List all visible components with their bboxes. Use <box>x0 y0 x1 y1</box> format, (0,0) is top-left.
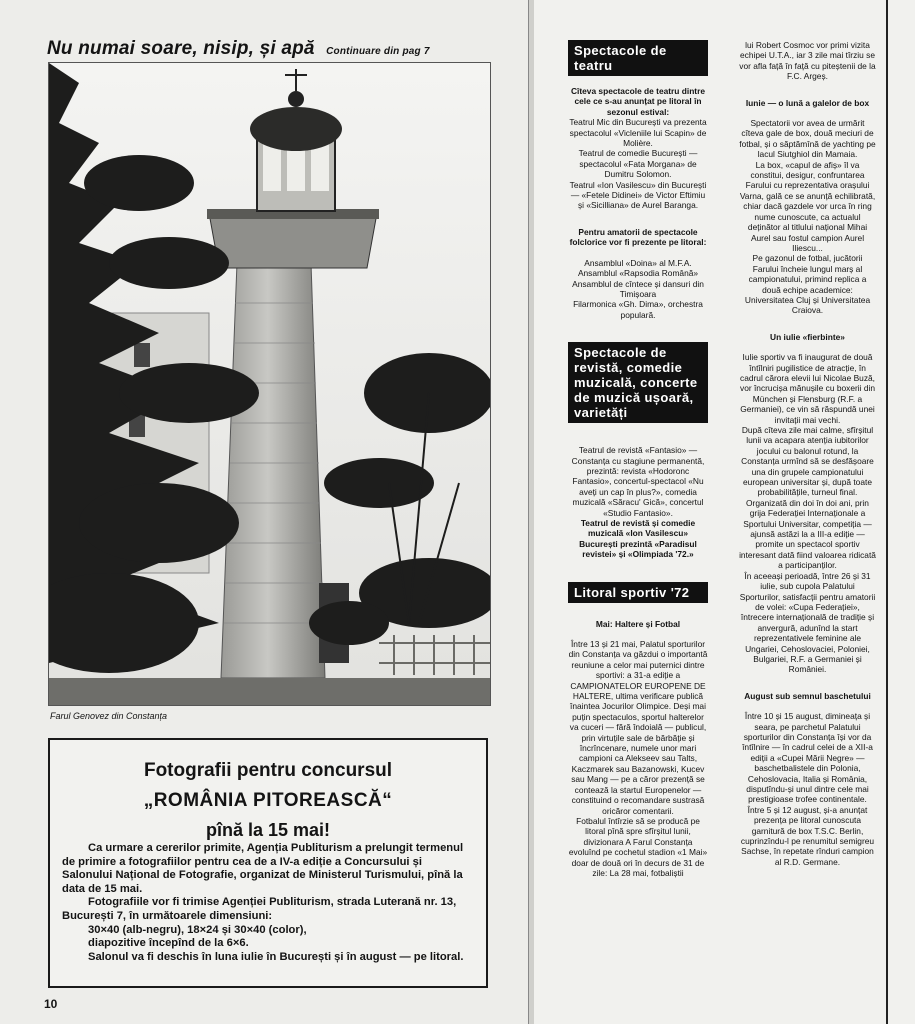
contest-paragraph: Fotografiile vor fi trimise Agenției Publiturism, strada Luterană nr. 13, București 7, în următoarele dimensiuni: <box>62 896 457 922</box>
section-heading-theatre: Spectacole de teatru <box>568 40 708 76</box>
june-paragraph: Spectatorii vor avea de urmărit cîteva gale de box, două meciuri de fotbal, și o săptămînă de yachting pe lacul Siutghiol din Mamaia. <box>739 118 876 160</box>
july-paragraph: După cîteva zile mai calme, sfîrșitul lunii va acapara atenția iubitorilor jocului cu balonul rotund, la Constanța urmînd să se desfășoare una din grupele campionatului european universitar și, după toate probabilitățile, turneul final. Organizată din doi în doi ani, prin grija Federației Internaționale a Sportului Universitar, competiția — ajunsă astăzi la a III-a ediție — promite un spectacol sportiv interesant dată fiind valoarea ridicată a participanților. <box>739 425 876 571</box>
column-b-paragraph: lui Robert Cosmoc vor primi vizita echipei U.T.A., iar 3 zile mai tîrziu se vor afla față în față cu piteștenii de la F.C. Argeș. <box>739 40 876 82</box>
contest-body <box>62 842 474 964</box>
august-paragraph: Între 5 și 12 august, și-a anunțat prezența pe litoral cunoscuta garnitură de box T.S.C. Berlin, cuprinzîndu-l pe renumitul semigreu Sachse, în repetate rînduri campion al R.D. Germane. <box>740 804 875 867</box>
contest-announcement-box <box>48 738 488 988</box>
theatre-intro: Cîteva spectacole de teatru dintre cele ce s-au anunțat pe litoral în sezonul estival: <box>570 86 706 117</box>
lighthouse-photo <box>48 62 491 706</box>
contest-title-line-2: „ROMÂNIA PITOREASCĂ“ <box>143 790 393 811</box>
contest-dimension: 30×40 (alb-negru), 18×24 și 30×40 (color), <box>88 923 307 936</box>
june-subheading: Iunie — o lună a galelor de box <box>745 97 870 108</box>
page-number: 10 <box>44 997 58 1011</box>
contest-title-line-1: Fotografii pentru concursul <box>143 760 393 781</box>
july-paragraph: Iulie sportiv va fi inaugurat de două întîlniri pugilistice de atracție, în cadrul cărora elevii lui Nicolae Buză, vor încrucișa mănușile cu boxerii din München și Flensburg (R.F. a Germaniei), ce vin să răspundă unei invitații mai vechi. <box>740 352 875 425</box>
revue-paragraph: Teatrul de revistă «Fantasio» — Constanța cu stagiune permanentă, prezintă: revista «Hodoronc Fantasio», concertul-spectacol «Nu aveți un cap în plus?», comedia muzicală «Săracu' Gică», concertul «Studio Fantasio». <box>571 445 705 518</box>
section-heading-sport: Litoral sportiv '72 <box>568 582 708 603</box>
column-b <box>739 40 876 867</box>
june-paragraph: La box, «capul de afiș» îl va constitui, desigur, confruntarea Farului cu reprezentativa orașului Varna, gală ce se anunță echilibrată, chiar dacă gazdele vor urca în ring nume cunoscute, ca actualul deținător al titlului național Mihai Aurel sau fostul campion Aurel Iliescu... <box>739 159 876 253</box>
august-paragraph: Între 10 și 15 august, dimineața și seara, pe parchetul Palatului sporturilor din Constanța își vor da întîlnire — în cadrul celei de a XII-a ediții a «Cupei Mării Negre» — baschetbalistele din Polonia, Cehoslovacia, Italia și România, disputîndu-și unul dintre cele mai prestigioase trofee continentale. <box>742 711 873 805</box>
theatre-item: Teatrul de comedie București — spectacolul «Fata Morgana» de Dumitru Solomon. <box>578 148 698 180</box>
column-rule <box>886 0 888 1024</box>
contest-title-line-3: pînă la 15 mai! <box>205 820 331 840</box>
photo-caption: Farul Genovez din Constanța <box>50 711 168 721</box>
folk-item: Filarmonica «Gh. Dima», orchestra populară. <box>573 299 703 320</box>
june-paragraph: Pe gazonul de fotbal, jucătorii Farului încheie lungul marș al campionatului, primind replica a două echipe academice: Universitatea Cluj și Universitatea Craiova. <box>744 253 871 316</box>
folk-item: Ansamblul de cîntece și dansuri din Timișoara <box>572 278 704 299</box>
july-paragraph: În aceeași perioadă, între 26 și 31 iulie, sub cupola Palatului Sporturilor, satisfacții pentru amatorii de volei: «Cupa Federației», întrecere internațională de tradiție și anvergură, adunînd la start reprezentativele feminine ale Ungariei, Cehoslovaciei, Poloniei, Bulgariei, R.F. a Germaniei și României. <box>739 570 876 675</box>
contest-closing: Salonul va fi deschis în luna iulie în București și în august — pe litoral. <box>88 950 464 963</box>
theatre-item: Teatrul «Ion Vasilescu» din București — «Fetele Didinei» de Victor Eftimiu și «Sicilliana» de Aurel Baranga. <box>569 179 707 211</box>
july-subheading: Un iulie «fierbinte» <box>770 331 845 342</box>
contest-paragraph: Ca urmare a cererilor primite, Agenția Publiturism a prelungit termenul de primire a fotografiilor pentru cea de a IV-a ediție a Concursului și Salonului Național de Fotografie, organizat de Ministerul Turismului, pînă la data de 15 mai. <box>62 842 464 895</box>
headline-text: Nu numai soare, nisip, și apă <box>47 38 315 59</box>
section-heading-revue: Spectacole de revistă, comedie muzicală, concerte de muzică ușoară, varietăți <box>568 342 708 423</box>
sport-paragraph: Între 13 și 21 mai, Palatul sporturilor din Constanța va găzdui o importantă reuniune a celor mai puternici dintre sportivi: a 31-a ediție a CAMPIONATELOR EUROPENE DE HALTERE, ultima verificare publică înaintea Jocurilor Olimpice. Deși mai puțin spectaculos, sportul halterelor va cuceri — fără îndoială — publicul, prin virtuțile sale de bărbăție și încrîncenare, numele unor mari campioni ca Alekseev sau Talts, Kaczmarek sau Bazanowski, Kucev sau Mang — pe a căror prezență se contează la startul Europenelor — constituind o recomandare sustrasă oricăror comentarii. <box>568 639 708 816</box>
folk-intro: Pentru amatorii de spectacole folclorice vor fi prezente pe litoral: <box>569 226 707 248</box>
folk-item: Ansamblul «Doina» al M.F.A. <box>584 257 692 268</box>
sport-paragraph: Fotbalul întîrzie să se producă pe litoral pînă spre sfîrșitul lunii, divizionara A Farul Constanța evoluînd pe cochetul stadion «1 Mai» doar de două ori în decurs de 31 de zile: La 28 mai, fotbaliștii <box>568 815 708 878</box>
sport-subheading: Mai: Haltere și Fotbal <box>595 618 681 629</box>
article-headline <box>47 38 430 60</box>
folk-item: Ansamblul «Rapsodia Română» <box>577 268 699 279</box>
lighthouse-illustration <box>49 63 490 705</box>
revue-paragraph: Teatrul de revistă și comedie muzicală «Ion Vasilescu» București prezintă «Paradisul revistei» și «Olimpiada '72.» <box>579 517 697 560</box>
theatre-item: Teatrul Mic din București va prezenta spectacolul «Vicleniile lui Scapin» de Molière. <box>569 117 707 149</box>
headline-continuation: Continuare din pag 7 <box>326 46 430 57</box>
august-subheading: August sub semnul baschetului <box>744 690 871 701</box>
contest-dimension: diapozitive începînd de la 6×6. <box>88 937 249 950</box>
column-a <box>568 40 708 878</box>
